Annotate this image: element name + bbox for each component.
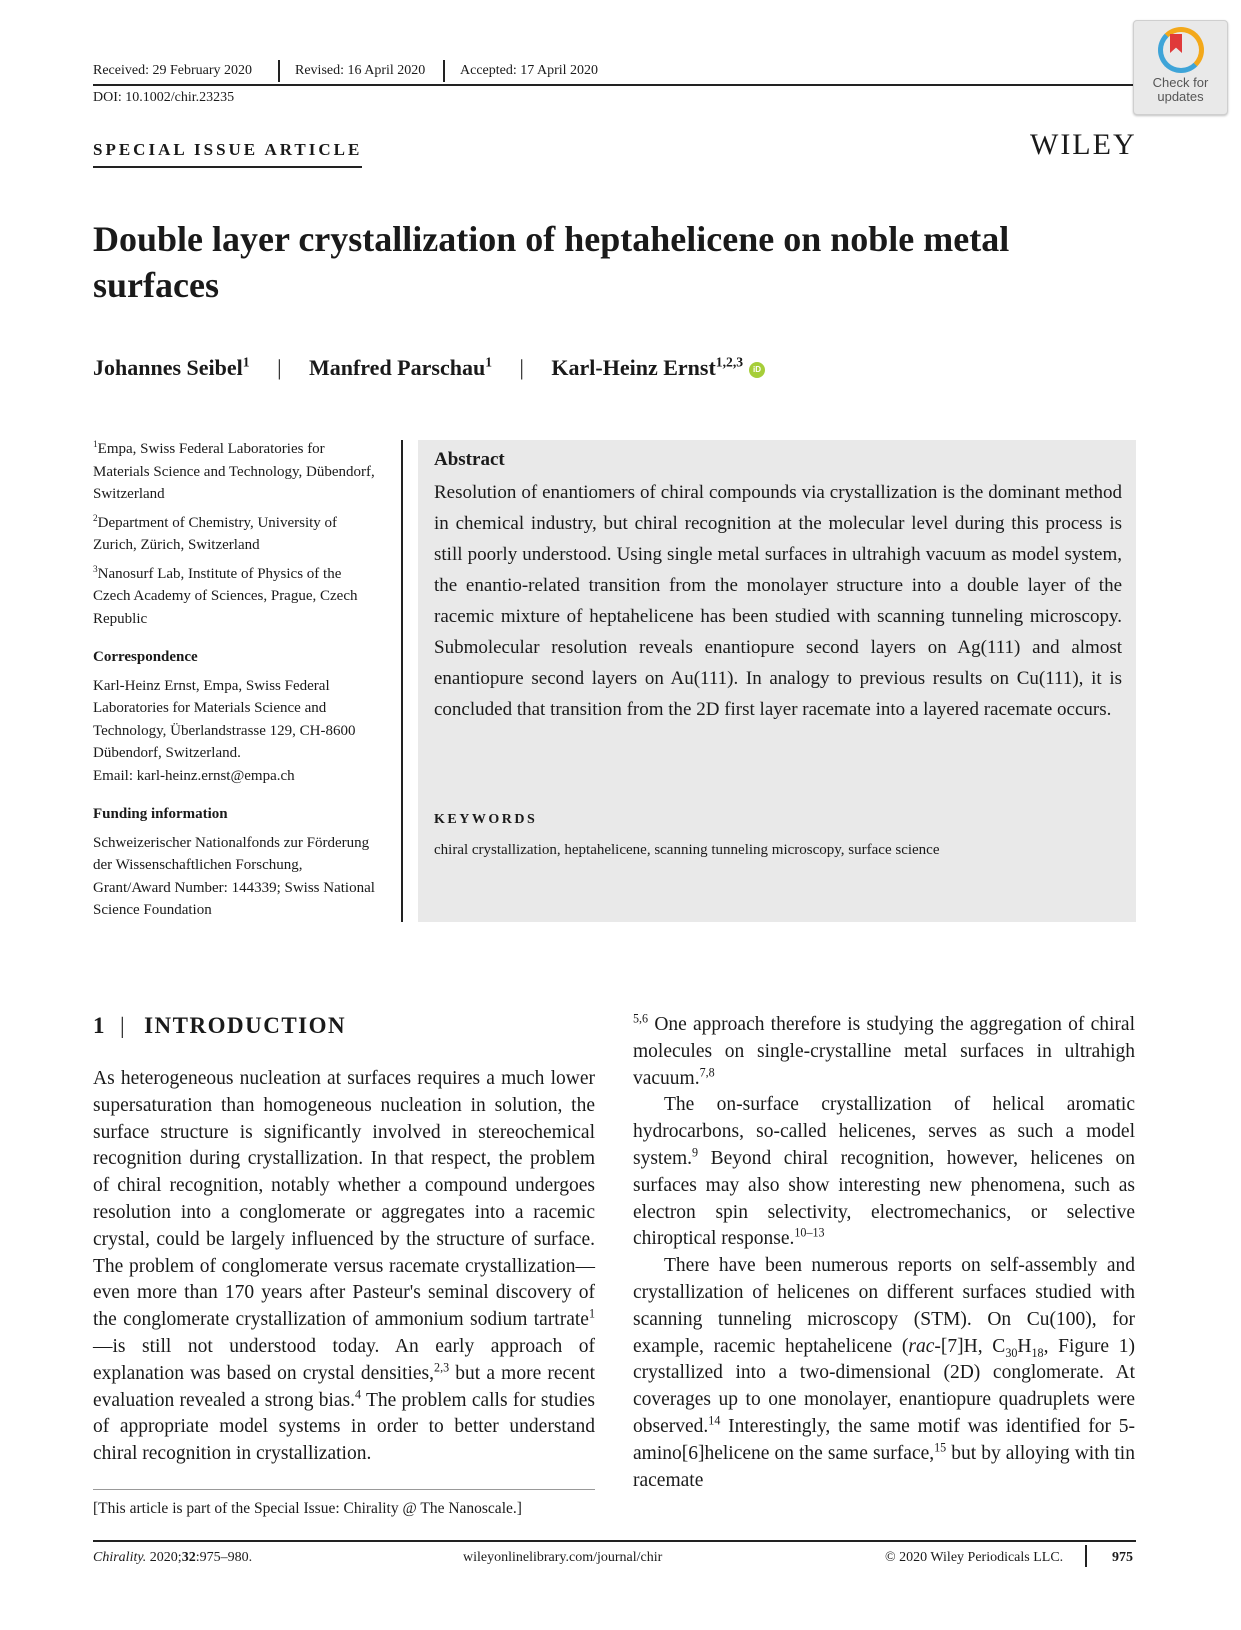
- author-name[interactable]: Manfred Parschau: [308, 355, 486, 380]
- article-info: [93, 438, 381, 928]
- check-for-updates-badge[interactable]: [1133, 20, 1228, 115]
- footnote-divider: [93, 1489, 595, 1490]
- abstract-text: Resolution of enantiomers of chiral compounds via crystallization is the dominant method in chemical industry, but chiral recognition at the molecular level during this process is still poorly understood. Using single metal surfaces in ultrahigh vacuum as model system, the enantio-related transition from the monolayer structure into a double layer of the racemic mixture of heptahelicene has been studied with scanning tunneling microscopy. Submolecular resolution reveals enantiopure second layers on Ag(111) and almost enantiopure second layers on Au(111). In analogy to previous results on Cu(111), it is concluded that transition from the 2D first layer racemate into a layered racemate occurs.: [434, 482, 1122, 720]
- footnote: [This article is part of the Special Issue: Chirality @ The Nanoscale.]: [93, 1500, 522, 1517]
- affiliation: $^2$Department of Chemistry, University of Zurich, Zürich, Switzerland: [93, 513, 338, 553]
- citation[interactable]: 1: [588, 1306, 595, 1321]
- article-title: Double layer crystallization of heptahelicene on noble metal surfaces: [93, 219, 1010, 305]
- body-column-left: [93, 1066, 595, 1468]
- body-paragraph: There have been numerous reports on self-assembly and crystallization of helicenes on different surfaces studied with scanning tunneling microscopy (STM). On Cu(100), for example, racemic heptahelicene (rac-[7]H, $C_{30}H_{18}$, Figure 1) crystallized into a two-dimensional (2D) conglomerate. At coverages up to one monolayer, enantiopure quadruplets were observed.$^{14}$ Interestingly, the same motif was identified for 5-amino[6]helicene on the same surface,$^{15}$ but by alloying with tin racemate: [633, 1255, 1135, 1491]
- body-column-right: [633, 1012, 1135, 1494]
- correspondence-text: Karl-Heinz Ernst, Empa, Swiss Federal Laboratories for Materials Science and Technology, Überlandstrasse 129, CH-8600 Dübendorf, Switzerland.: [93, 677, 356, 761]
- accepted-date: Accepted: 17 April 2020: [460, 63, 599, 78]
- orcid-icon[interactable]: iD: [749, 362, 765, 378]
- author-affiliation: 1: [485, 354, 492, 370]
- section-heading: [93, 1013, 346, 1039]
- correspondence-heading: Correspondence: [93, 649, 198, 665]
- funding-heading: Funding information: [93, 806, 228, 822]
- author-divider: |: [277, 355, 282, 380]
- article-type: SPECIAL ISSUE ARTICLE: [93, 140, 362, 168]
- article-dates: [93, 60, 1133, 86]
- affiliation: $^1$Empa, Swiss Federal Laboratories for Materials Science and Technology, Dübendorf, Switzerland: [93, 440, 375, 502]
- keywords-heading: KEYWORDS: [434, 812, 538, 827]
- author-name[interactable]: Karl-Heinz Ernst: [551, 355, 716, 380]
- section-number: 1: [93, 1013, 106, 1038]
- funding-text: Schweizerischer Nationalfonds zur Förderung der Wissenschaftlichen Forschung, Grant/Award Number: 144339; Swiss National Science Foundation: [93, 834, 375, 918]
- footer-divider: [93, 1540, 1136, 1542]
- received-date: Received: 29 February 2020: [93, 63, 253, 78]
- citation[interactable]: 9: [692, 1145, 699, 1160]
- author-affiliation: 1: [242, 354, 250, 370]
- date-divider: [278, 60, 280, 82]
- footer-page-divider: [1085, 1545, 1087, 1567]
- correspondence-email[interactable]: Email: karl-heinz.ernst@empa.ch: [93, 767, 295, 784]
- citation[interactable]: 5,6: [633, 1011, 649, 1026]
- body-paragraph: The on-surface crystallization of helical aromatic hydrocarbons, so-called helicenes, serves as such a model system.$^9$ Beyond chiral recognition, however, helicenes on surfaces may also show interesting new phenomena, such as electron spin selectivity, electromechanics, or selective chiroptical response.$^{10-13}$: [633, 1094, 1135, 1250]
- citation[interactable]: 10–13: [794, 1225, 825, 1240]
- citation[interactable]: 2,3: [434, 1360, 450, 1375]
- citation-line: Chirality. 2020;32:975–980.: [93, 1550, 253, 1565]
- keywords-text: chiral crystallization, heptahelicene, scanning tunneling microscopy, surface science: [434, 842, 940, 858]
- body-paragraph: As heterogeneous nucleation at surfaces requires a much lower supersaturation than homogeneous nucleation in solution, the surface structure is significantly involved in stereochemical recognition during crystallization. In that respect, the problem of chiral recognition, notably whether a compound undergoes resolution into a conglomerate or aggregates into a racemic crystal, could be largely influenced by the structure of surface. The problem of conglomerate versus racemate crystallization—even more than 170 years after Pasteur's seminal discovery of the conglomerate crystallization of ammonium sodium tartrate$^1$—is still not understood today. An early approach of explanation was based on crystal densities,$^{2,3}$ but a more recent evaluation revealed a strong bias.$^4$ The problem calls for studies of appropriate model systems in order to better understand chiral recognition in crystallization.: [93, 1068, 595, 1465]
- author-affiliation: 1,2,3: [715, 354, 744, 370]
- citation[interactable]: 4: [355, 1387, 362, 1402]
- citation[interactable]: 14: [708, 1413, 721, 1428]
- citation[interactable]: 15: [934, 1440, 947, 1455]
- doi[interactable]: DOI: 10.1002/chir.23235: [93, 90, 235, 105]
- badge-text: Check for updates: [1152, 75, 1209, 104]
- page-number: 975: [1112, 1550, 1133, 1565]
- section-divider: |: [120, 1013, 127, 1038]
- revised-date: Revised: 16 April 2020: [295, 63, 426, 78]
- info-divider: [401, 440, 403, 922]
- author-divider: |: [519, 355, 524, 380]
- publisher-logo: WILEY: [1030, 128, 1137, 161]
- body-paragraph-continued: $^{5,6}$ One approach therefore is studying the aggregation of chiral molecules on single-crystalline metal surfaces in ultrahigh vacuum.$^{7,8}$: [633, 1011, 1135, 1089]
- date-divider: [443, 60, 445, 82]
- copyright: © 2020 Wiley Periodicals LLC.: [885, 1550, 1064, 1565]
- section-title: INTRODUCTION: [144, 1013, 347, 1038]
- author-name[interactable]: Johannes Seibel: [93, 355, 243, 380]
- affiliation: $^3$Nanosurf Lab, Institute of Physics of the Czech Academy of Sciences, Prague, Czech Republic: [93, 564, 358, 627]
- journal-url[interactable]: wileyonlinelibrary.com/journal/chir: [463, 1550, 663, 1565]
- author-list: [93, 355, 765, 381]
- abstract-heading: Abstract: [434, 449, 505, 470]
- citation[interactable]: 7,8: [699, 1065, 715, 1080]
